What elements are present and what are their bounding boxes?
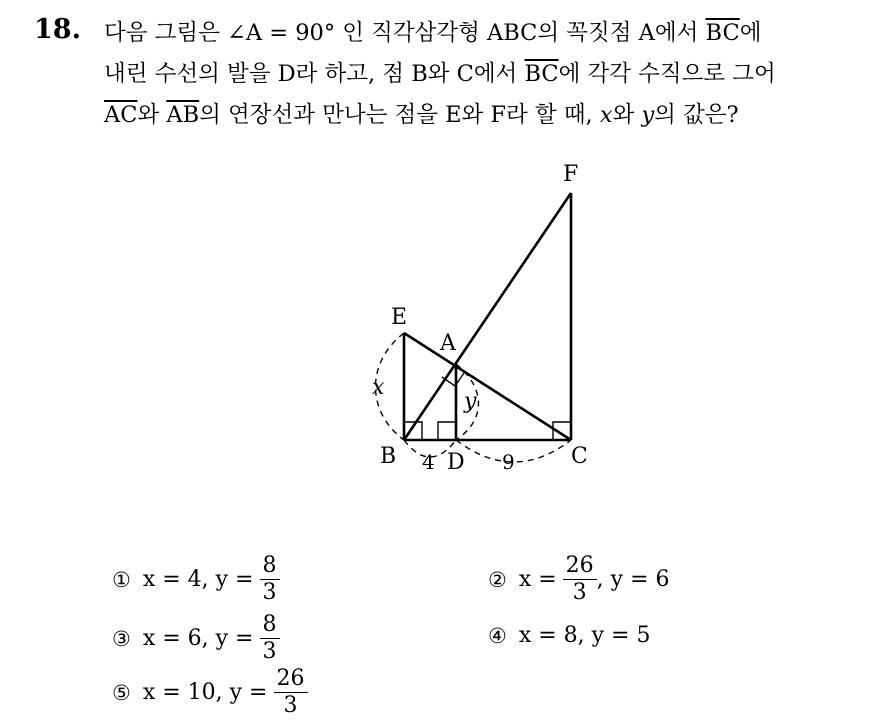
right-angle-mark-a bbox=[442, 373, 464, 386]
choice-5[interactable] bbox=[112, 666, 308, 719]
label-y: y bbox=[464, 389, 477, 414]
label-a: A bbox=[440, 331, 456, 356]
choice-text: x = 6, y = bbox=[142, 626, 254, 651]
fraction-denominator: 3 bbox=[283, 693, 298, 718]
choice-text: x = 10, y = bbox=[142, 680, 268, 705]
label-c: C bbox=[571, 444, 588, 469]
choice-text: x = 8, y = 5 bbox=[518, 623, 651, 648]
segment-bc: $\overline{BC}$ bbox=[705, 20, 740, 46]
choice-number: ⑤ bbox=[112, 680, 131, 705]
question-text: 의 값은? bbox=[654, 102, 739, 128]
choice-text-tail: , y = 6 bbox=[596, 567, 670, 592]
segment-bf-line bbox=[404, 193, 571, 440]
label-d: D bbox=[447, 450, 465, 475]
label-b: B bbox=[380, 444, 397, 469]
variable-y: y bbox=[641, 102, 655, 128]
question-text: 에 각각 수직으로 그어 bbox=[558, 61, 776, 87]
label-x: x bbox=[372, 375, 385, 400]
choice-4[interactable] bbox=[488, 623, 650, 648]
fraction bbox=[260, 612, 280, 665]
label-bd-length: 4 bbox=[422, 450, 435, 474]
fraction bbox=[563, 553, 597, 606]
label-dc-length: 9 bbox=[502, 450, 515, 474]
choice-3[interactable] bbox=[112, 612, 280, 665]
right-angle-mark-d bbox=[438, 422, 456, 440]
fraction-denominator: 3 bbox=[262, 639, 277, 664]
question-text: 의 연장선과 만나는 점을 E와 F라 할 때, bbox=[199, 102, 600, 128]
fraction bbox=[274, 666, 308, 719]
label-f: F bbox=[563, 162, 579, 187]
segment-ac: $\overline{AC}$ bbox=[104, 102, 138, 128]
question-text: 와 bbox=[612, 102, 642, 128]
question-number: 18. bbox=[34, 14, 81, 45]
question-text: 내린 수선의 발을 D라 하고, 점 B와 C에서 bbox=[104, 61, 525, 87]
question-text: 다음 그림은 ∠A = 90° 인 직각삼각형 ABC의 꼭짓점 A에서 bbox=[104, 20, 706, 46]
choice-number: ③ bbox=[112, 626, 131, 651]
choice-text: x = bbox=[518, 567, 557, 592]
segment-ab: $\overline{AB}$ bbox=[166, 102, 200, 128]
right-angle-marks bbox=[404, 373, 571, 440]
fraction-numerator: 26 bbox=[274, 666, 308, 693]
choice-number: ② bbox=[488, 567, 507, 592]
choice-text: x = 4, y = bbox=[142, 567, 254, 592]
choice-2[interactable] bbox=[488, 553, 670, 606]
fraction-numerator: 8 bbox=[260, 612, 280, 639]
choice-number: ① bbox=[112, 567, 131, 592]
label-e: E bbox=[391, 305, 408, 330]
choice-number: ④ bbox=[488, 623, 507, 648]
figure-lines bbox=[404, 193, 571, 440]
fraction bbox=[260, 553, 280, 606]
variable-x: x bbox=[599, 102, 613, 128]
fraction-numerator: 26 bbox=[563, 553, 597, 580]
question-text: 와 bbox=[137, 102, 167, 128]
fraction-denominator: 3 bbox=[262, 580, 277, 605]
segment-ec-line bbox=[404, 333, 571, 440]
fraction-denominator: 3 bbox=[572, 580, 587, 605]
fraction-numerator: 8 bbox=[260, 553, 280, 580]
segment-bc: $\overline{BC}$ bbox=[524, 61, 559, 87]
question-text: 에 bbox=[739, 20, 762, 46]
choice-1[interactable] bbox=[112, 553, 280, 606]
